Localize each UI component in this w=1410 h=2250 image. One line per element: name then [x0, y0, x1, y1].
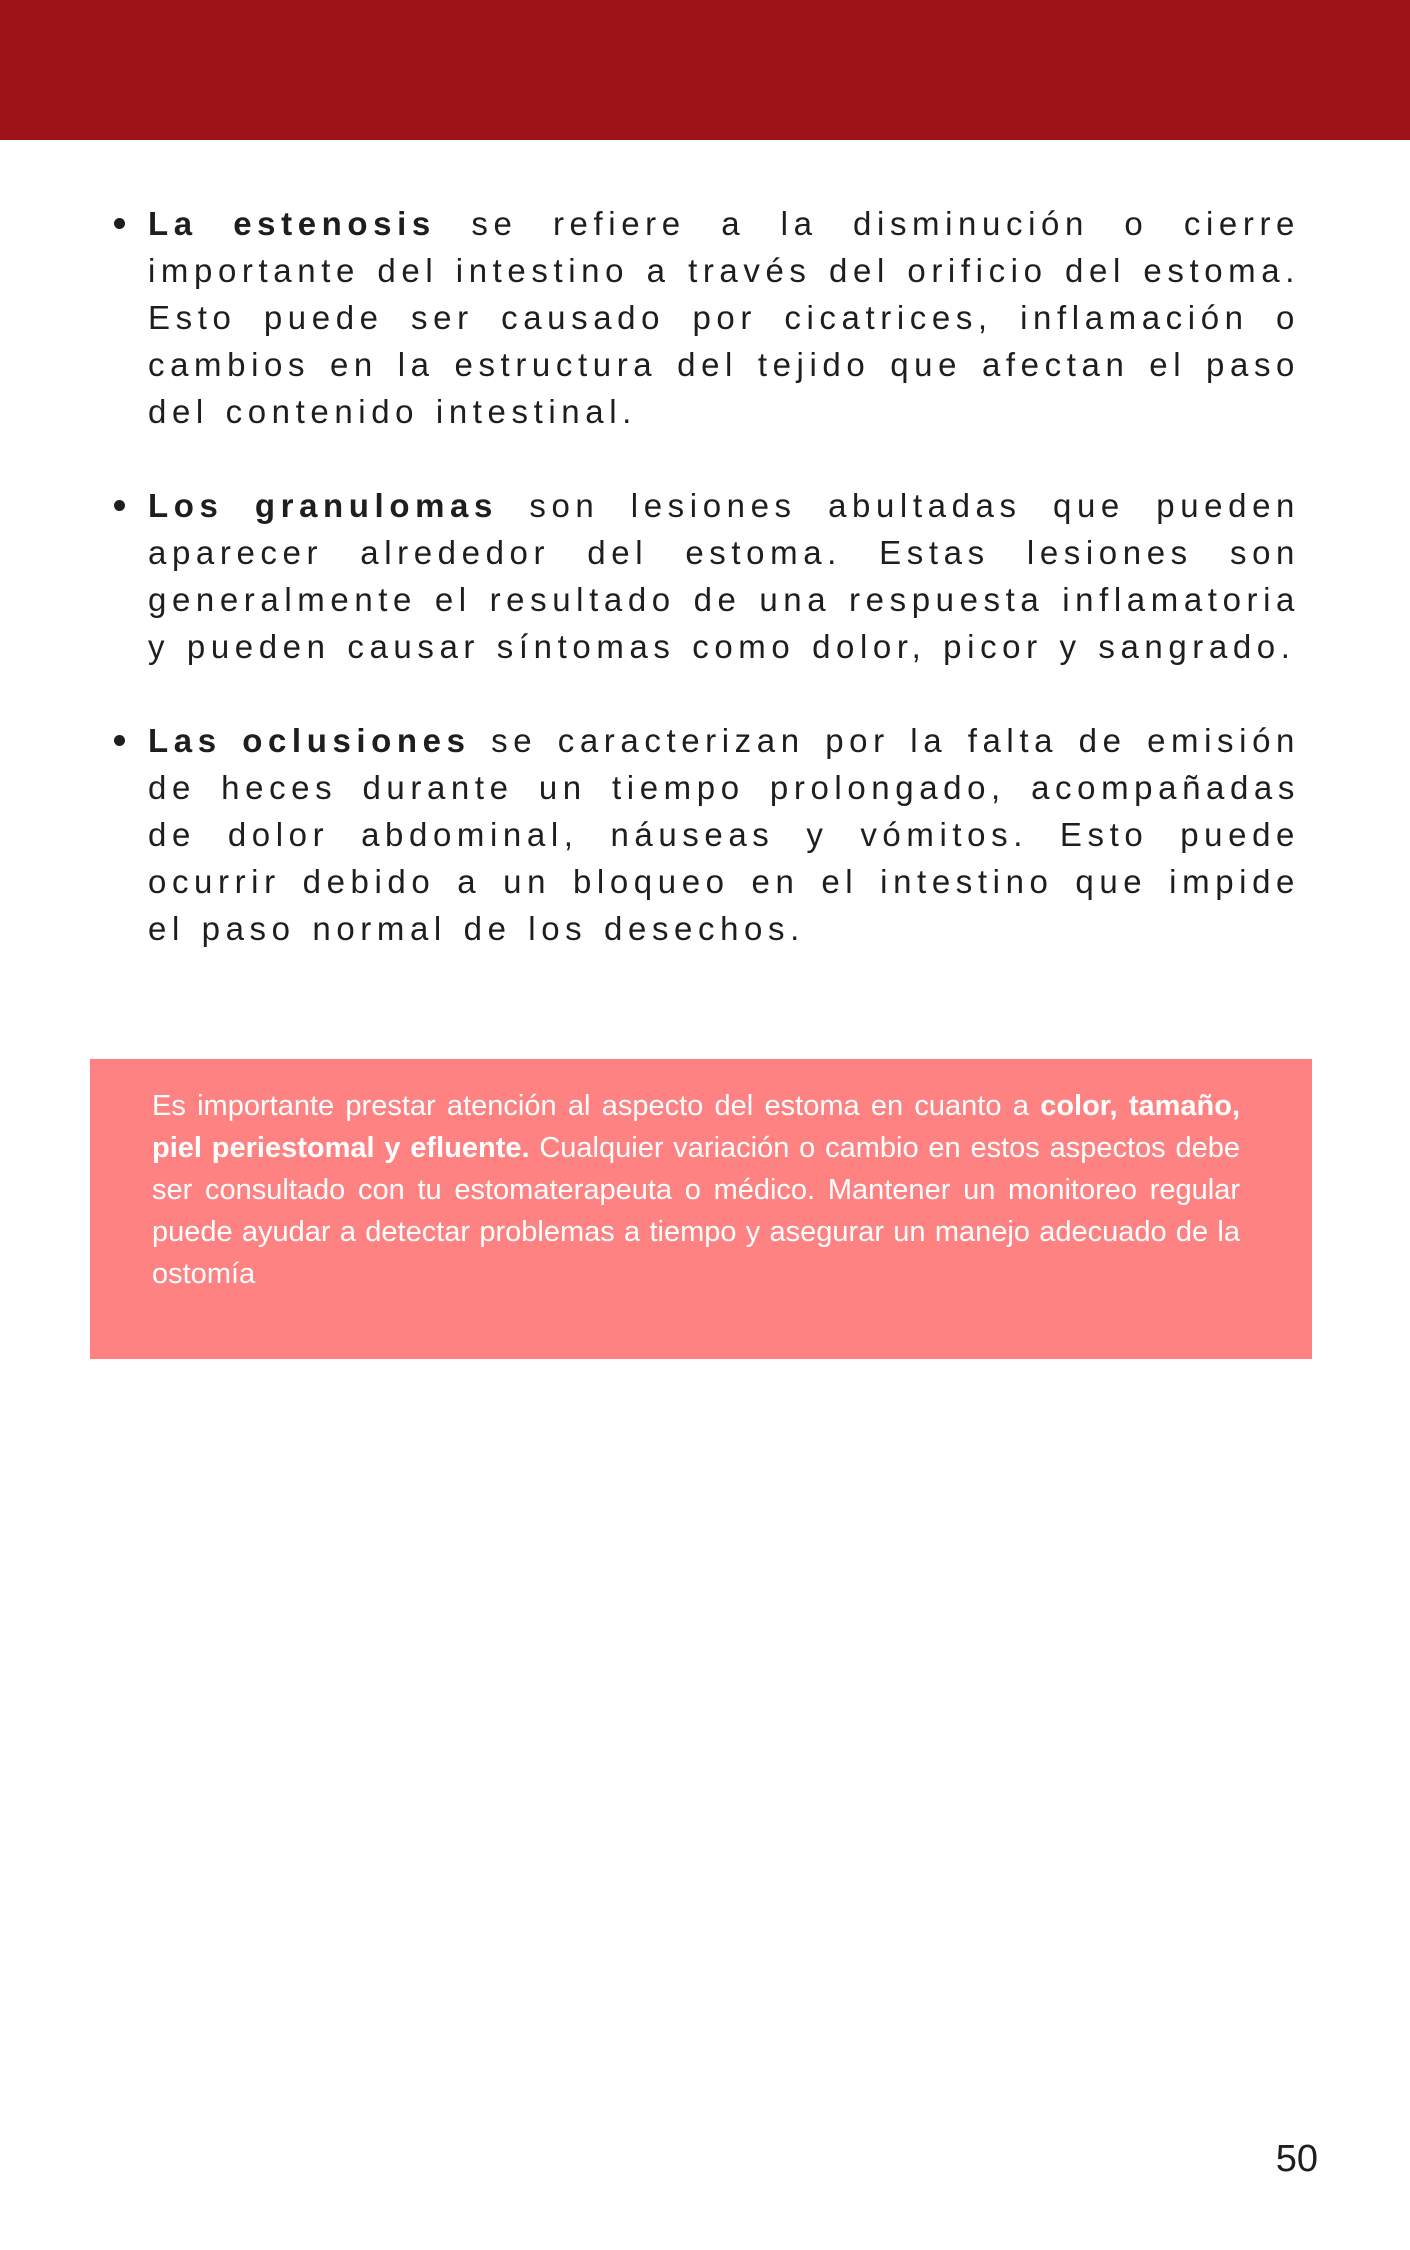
- description-oclusiones: se caracterizan por la falta de emisión de heces durante un tiempo prolongado, acompañadas de dolor abdominal, náuseas y vómitos. Esto puede ocurrir debido a un bloqueo en el intestino que impide el paso normal de los desechos.: [148, 722, 1300, 947]
- bullet-icon: [114, 500, 125, 511]
- callout-rest: Cualquier variación o cambio en estos aspectos debe ser consultado con tu estomaterapeuta o médico. Mantener un monitoreo regular puede ayudar a detectar problemas a tiempo y asegurar un manejo adecuado de la ostomía: [152, 1132, 1240, 1290]
- callout-text: [152, 1085, 1240, 1295]
- term-estenosis: La estenosis: [148, 205, 436, 242]
- bullet-icon: [114, 218, 125, 229]
- callout-bold-text: color, tamaño, piel periestomal y efluente.: [152, 1090, 1241, 1164]
- description-granulomas: son lesiones abultadas que pueden aparecer alrededor del estoma. Estas lesiones son generalmente el resultado de una respuesta inflamatoria y pueden causar síntomas como dolor, picor y sangrado.: [148, 487, 1300, 665]
- list-item-granulomas: [110, 482, 1300, 670]
- callout-box: [90, 1059, 1312, 1359]
- term-granulomas: Los granulomas: [148, 487, 498, 524]
- callout-intro: Es importante prestar atención al aspecto del estoma en cuanto a: [152, 1090, 1041, 1122]
- list-item-estenosis: [110, 200, 1300, 435]
- list-item-oclusiones: [110, 717, 1300, 952]
- description-estenosis: se refiere a la disminución o cierre importante del intestino a través del orificio del estoma. Esto puede ser causado por cicatrices, inflamación o cambios en la estructura del tejido que afectan el paso del contenido intestinal.: [148, 205, 1300, 430]
- bullet-icon: [114, 735, 125, 746]
- complications-list: [110, 200, 1300, 999]
- header-band: [0, 0, 1410, 140]
- page-number: 50: [1275, 2138, 1318, 2180]
- term-oclusiones: Las oclusiones: [148, 722, 471, 759]
